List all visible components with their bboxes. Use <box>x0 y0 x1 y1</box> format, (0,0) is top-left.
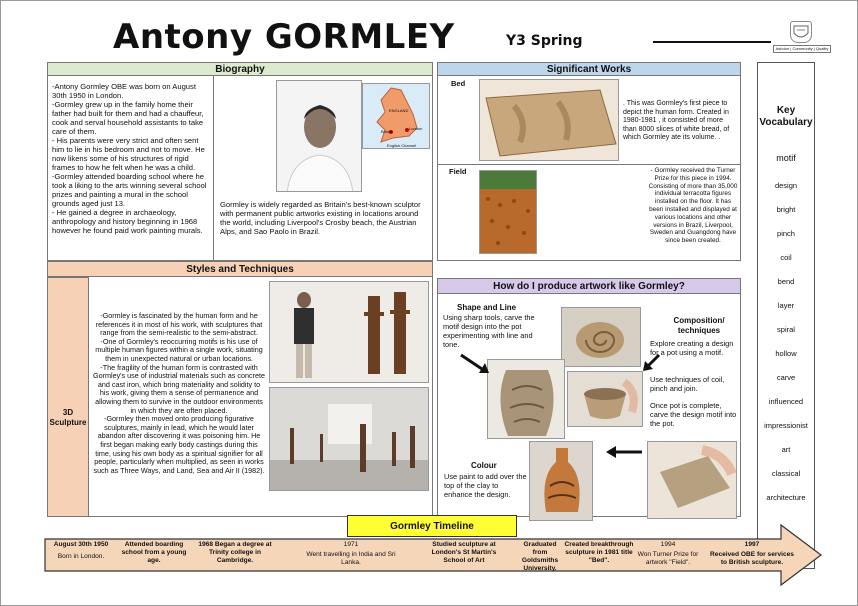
produce-heading: How do I produce artwork like Gormley? <box>437 278 741 294</box>
timeline-event <box>301 541 401 567</box>
name-line <box>653 41 771 43</box>
timeline-text: Received OBE for services to British sculpture. <box>710 551 794 566</box>
vocab-word: hollow <box>775 349 797 358</box>
styles-side-label: 3D Sculpture <box>49 408 87 427</box>
work-name-bed: Bed <box>451 79 466 88</box>
vocab-word: bright <box>776 205 796 214</box>
pinch-pot-photo <box>567 371 643 427</box>
biography-text: -Antony Gormley OBE was born on August 30th 1950 in London. -Gormley grew up in the family home their father had built for them and had a chauffeur, cook and serval household assistants to take care of them. - His parents were very strict and often sent him to lie in his bedroom and not to move. He now likens some of his structures of rigid frames to how he felt when he was a child. -Gormley attended boarding school where he took a liking to the arts winning several school prizes and painting a mural in the school grounds aged just 13. - He gained a degree in archaeology, anthropology and history beginning in 1968 however he found paid work painting murals. <box>52 82 207 235</box>
timeline-text: Attended boarding school from a young age. <box>121 541 187 564</box>
timeline-event <box>707 541 797 567</box>
vocab-word: motif <box>776 153 796 163</box>
vocab-word: layer <box>777 301 795 310</box>
styles-side-panel <box>47 277 89 517</box>
biography-divider <box>213 76 214 261</box>
work-text-bed: . This was Gormley's first piece to depict the human form. Created in 1980-1981 , it consisted of more than 8000 slices of white bread, of which Gormley ate its volume. . <box>623 100 730 141</box>
page-title: Antony GORMLEY <box>113 17 455 57</box>
map-label-england: ENGLAND <box>389 108 409 113</box>
timeline-event <box>429 541 499 565</box>
timeline-event <box>517 541 563 573</box>
timeline-heading: Gormley Timeline <box>347 515 517 537</box>
composition-text-2: Use techniques of coil, pinch and join. <box>650 375 725 393</box>
key-vocabulary-panel <box>757 62 815 569</box>
colour-text: Use paint to add over the top of the clay to enhance the design. <box>444 472 527 499</box>
composition-title: Composition/ techniques <box>673 316 725 335</box>
painted-vase-photo <box>529 441 593 521</box>
vocab-word: architecture <box>766 493 806 502</box>
carved-pot-photo <box>487 359 565 439</box>
vocab-word: spiral <box>777 325 795 334</box>
vocab-word: influenced <box>768 397 804 406</box>
timeline-text: 1968 Began a degree at Trinity college in Cambridge. <box>198 541 272 564</box>
clay-slab-photo <box>647 441 737 519</box>
styles-text: -Gormley is fascinated by the human form and he references it in most of his work, with sculptures that range from the semi-realistic to the semi-abstract. -One of Gormley's reoccurring motifs is his use of multiple human figures within a single work, situating them in unexpected natural or urban locations. -The fragility of the human form is contrasted with Gormley's use of industrial materials such as concrete and cast iron, which bring materiality and solidity to his work, giving them a sense of permanence and allowing them to survive in the outdoor environments in which they are often placed. -Gormley then moved onto producing figurative sculptures, mainly in lead, which he would later abandon after discovering it was poisoning him. He first began making early body castings during this time, using his own body as a spiritual signifier for all people, particularly when multiplied, as seen in works such as Three Ways, and Land, Sea and Air II (1982). <box>93 312 265 475</box>
logo-caption: Ashdon | Community | Quality <box>773 45 831 53</box>
arrow-to-carved-pot-icon <box>457 351 493 377</box>
portrait-photo <box>276 80 362 192</box>
timeline-text: Graduated from Goldsmiths University. <box>521 541 559 572</box>
timeline-text: Won Turner Prize for artwork "Field". <box>637 551 699 566</box>
biography-caption: Gormley is widely regarded as Britain's best-known sculptor with permanent public artworks existing in locations around the world, including Liverpool's Crosby beach, the Austrian Alps, and Sao Paolo in Brazil. <box>220 200 421 236</box>
map-label-london: London <box>409 126 423 131</box>
timeline-date: 1971 <box>343 541 359 548</box>
vocab-word: bend <box>777 277 795 286</box>
colour-title: Colour <box>471 461 497 470</box>
timeline-text: Born in London. <box>57 553 105 560</box>
map-label-channel: English Channel <box>387 143 417 148</box>
timeline-text: Studied sculpture at London's St Martin's School of Art <box>431 541 497 564</box>
works-divider <box>437 164 741 165</box>
significant-works-heading: Significant Works <box>437 62 741 76</box>
vocab-word: impressionist <box>764 421 808 430</box>
work-name-field: Field <box>449 167 467 176</box>
field-artwork-photo <box>479 170 537 254</box>
vocab-word: classical <box>771 469 801 478</box>
gallery-installation-photo <box>269 387 429 491</box>
timeline-event <box>197 541 273 565</box>
timeline-event <box>49 541 113 561</box>
timeline-event <box>119 541 189 565</box>
coil-clay-photo <box>561 307 641 367</box>
arrow-to-pinch-pot-icon <box>641 351 663 373</box>
composition-text-1: Explore creating a design for a pot using a motif. <box>650 339 734 357</box>
styles-heading: Styles and Techniques <box>47 261 433 277</box>
work-text-field: - Gormley received the Turner Prize for this piece in 1994. Consisting of more than 35,000 individual terracotta figures installed on the floor. It has been installed and displayed at various locations and other versions in Brazil, Liverpool, Sweden and Guangdong have since been created. <box>648 167 738 245</box>
map-label-bristol: Bristol <box>381 129 393 134</box>
school-crest-icon <box>790 21 812 43</box>
arrow-to-vase-icon <box>604 445 644 459</box>
location-map <box>362 83 430 149</box>
shape-text: Using sharp tools, carve the motif design into the pot experimenting with line and tone. <box>443 313 535 349</box>
vocab-word: design <box>774 181 798 190</box>
timeline-date: August 30th 1950 <box>53 541 109 548</box>
sculpture-figures-photo <box>269 281 429 383</box>
timeline-text: Went travelling in India and Sri Lanka. <box>306 551 396 566</box>
composition-text-3: Once pot is complete, carve the design motif into the pot. <box>650 401 737 428</box>
vocab-word: carve <box>776 373 796 382</box>
vocab-word: art <box>781 445 791 454</box>
shape-title: Shape and Line <box>457 303 517 312</box>
timeline-date: 1994 <box>660 541 676 548</box>
term-label: Y3 Spring <box>506 33 583 49</box>
timeline-text: Created breakthrough sculpture in 1981 title "Bed". <box>564 541 634 564</box>
vocabulary-heading: Key Vocabulary <box>759 105 813 128</box>
timeline-date: 1997 <box>744 541 760 548</box>
bed-artwork-photo <box>479 79 619 161</box>
biography-heading: Biography <box>47 62 433 76</box>
timeline-event <box>563 541 635 565</box>
vocab-word: pinch <box>777 229 795 238</box>
vocab-word: coil <box>780 253 792 262</box>
timeline-event <box>635 541 701 567</box>
